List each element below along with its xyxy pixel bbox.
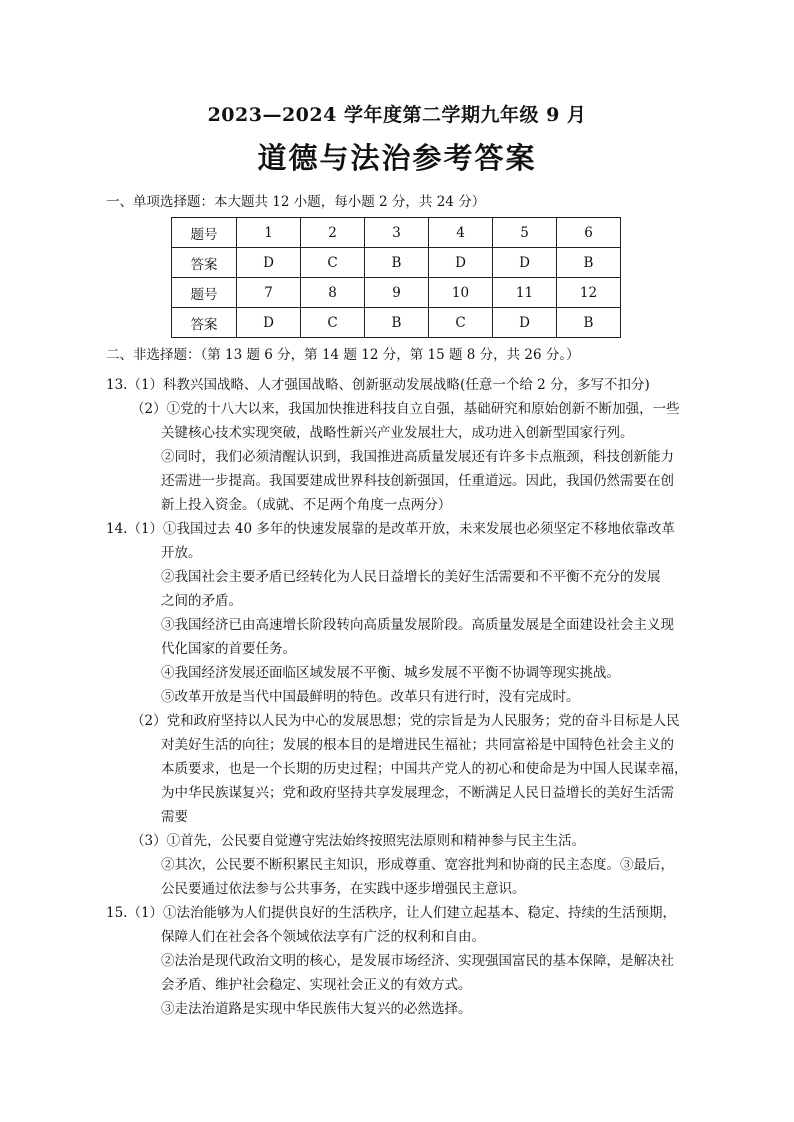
table-row: [172, 308, 621, 338]
table-row: [172, 248, 621, 278]
table-cell: 11: [493, 278, 557, 308]
answer-line: ⑤改革开放是当代中国最鲜明的特色。改革只有进行时，没有完成时。: [161, 689, 580, 705]
answer-key-title: 道德与法治参考答案: [257, 141, 537, 175]
answer-line: （3）①首先，公民要自觉遵守宪法始终按照宪法原则和精神参与民主生活。: [131, 833, 586, 849]
table-cell: D: [237, 248, 301, 278]
table-cell: 9: [365, 278, 429, 308]
table-cell: C: [429, 308, 493, 338]
table-row: [172, 218, 621, 248]
answer-line: 之间的矛盾。: [161, 593, 242, 609]
table-cell: 12: [557, 278, 621, 308]
exam-term-title: 2023—2024 学年度第二学期九年级 9 月: [207, 104, 587, 126]
table-cell: 3: [365, 218, 429, 248]
table-cell: 6: [557, 218, 621, 248]
answer-line: 新上投入资金。（成就、不足两个角度一点两分）: [161, 497, 452, 513]
answer-line: 公民要通过依法参与公共事务，在实践中逐步增强民主意识。: [161, 881, 526, 897]
table-cell: 1: [237, 218, 301, 248]
answer-line: 会矛盾、维护社会稳定、实现社会正义的有效方式。: [161, 977, 472, 993]
section-2-heading: 二、非选择题：（第 13 题 6 分，第 14 题 12 分，第 15 题 8 分，共 26 分。）: [106, 347, 580, 363]
answer-line: 为中华民族谋复兴；党和政府坚持共享发展理念，不断满足人民日益增长的美好生活需: [161, 785, 674, 801]
row-label: 题号: [172, 278, 237, 308]
answer-line: 关键核心技术实现突破，战略性新兴产业发展壮大，成功进入创新型国家行列。: [161, 425, 634, 441]
answer-line: ③走法治道路是实现中华民族伟大复兴的必然选择。: [161, 1001, 472, 1017]
answer-line: 14.（1）①我国过去 40 多年的快速发展靠的是改革开放，未来发展也必须坚定不移地依靠改革: [106, 521, 675, 537]
answer-line: 需要: [161, 809, 188, 825]
answer-line: 对美好生活的向往；发展的根本目的是增进民生福祉；共同富裕是中国特色社会主义的: [161, 737, 674, 753]
answer-line: 保障人们在社会各个领域依法享有广泛的权利和自由。: [161, 929, 485, 945]
answer-line: ②其次，公民要不断积累民主知识，形成尊重、宽容批判和协商的民主态度。③最后，: [161, 857, 674, 873]
row-label: 答案: [172, 308, 237, 338]
table-cell: C: [301, 308, 365, 338]
row-label: 答案: [172, 248, 237, 278]
multiple-choice-answer-table: [171, 217, 621, 338]
table-cell: B: [365, 308, 429, 338]
table-cell: B: [365, 248, 429, 278]
answer-line: ②法治是现代政治文明的核心，是发展市场经济、实现强国富民的基本保障，是解决社: [161, 953, 674, 969]
answer-line: ④我国经济发展还面临区域发展不平衡、城乡发展不平衡不协调等现实挑战。: [161, 665, 620, 681]
answer-line: 本质要求，也是一个长期的历史过程；中国共产党人的初心和使命是为中国人民谋幸福，: [161, 761, 688, 777]
table-cell: 5: [493, 218, 557, 248]
table-cell: 7: [237, 278, 301, 308]
answer-line: 15.（1）①法治能够为人们提供良好的生活秩序，让人们建立起基本、稳定、持续的生活预期，: [106, 905, 677, 921]
section-1-heading: 一、单项选择题：本大题共 12 小题，每小题 2 分，共 24 分）: [106, 194, 486, 210]
table-cell: 8: [301, 278, 365, 308]
answer-line: ③我国经济已由高速增长阶段转向高质量发展阶段。高质量发展是全面建设社会主义现: [161, 617, 674, 633]
answer-line: ②我国社会主要矛盾已经转化为人民日益增长的美好生活需要和不平衡不充分的发展: [161, 569, 661, 585]
table-row: [172, 278, 621, 308]
answer-line: ②同时，我们必须清醒认识到，我国推进高质量发展还有许多卡点瓶颈，科技创新能力: [161, 449, 674, 465]
answer-line: 13.（1）科教兴国战略、人才强国战略、创新驱动发展战略(任意一个给 2 分，多写不扣分): [106, 377, 650, 393]
answer-line: 还需进一步提高。我国要建成世界科技创新强国，任重道远。因此，我国仍然需要在创: [161, 473, 674, 489]
table-cell: B: [557, 248, 621, 278]
answer-line: 开放。: [161, 545, 202, 561]
table-cell: B: [557, 308, 621, 338]
table-cell: D: [493, 248, 557, 278]
answer-line: （2）①党的十八大以来，我国加快推进科技自立自强，基础研究和原始创新不断加强，一些: [131, 401, 680, 417]
table-cell: D: [493, 308, 557, 338]
table-cell: D: [237, 308, 301, 338]
table-cell: 2: [301, 218, 365, 248]
table-cell: 10: [429, 278, 493, 308]
answer-line: （2）党和政府坚持以人民为中心的发展思想；党的宗旨是为人民服务；党的奋斗目标是人民: [131, 713, 680, 729]
answer-line: 代化国家的首要任务。: [161, 641, 296, 657]
table-cell: D: [429, 248, 493, 278]
row-label: 题号: [172, 218, 237, 248]
table-cell: 4: [429, 218, 493, 248]
table-cell: C: [301, 248, 365, 278]
